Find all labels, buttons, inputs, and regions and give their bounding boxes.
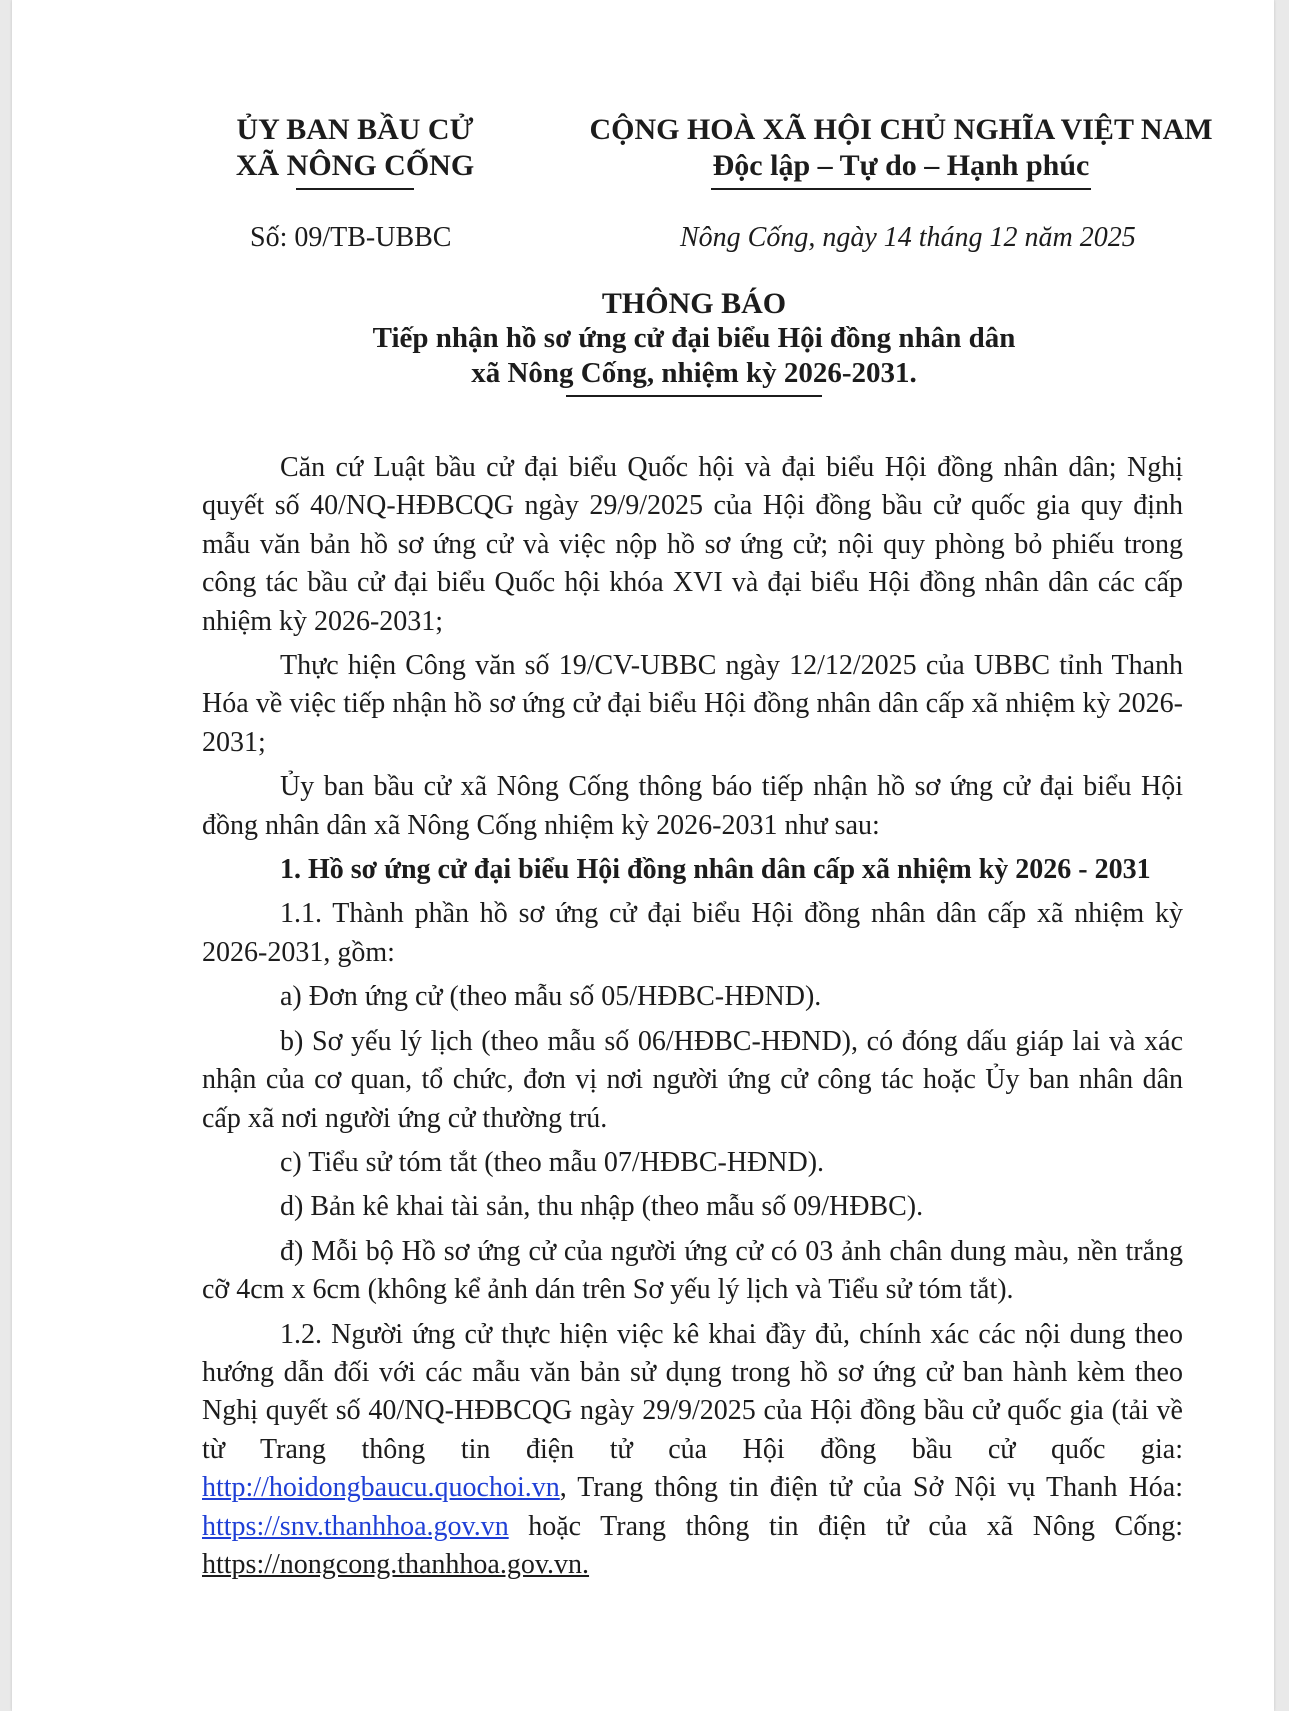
paragraph-1-2-text-a: 1.2. Người ứng cử thực hiện việc kê khai đầy đủ, chính xác các nội dung theo hướng dẫn đối với các mẫu văn bản sử dụng trong hồ sơ ứng cử ban hành kèm theo Nghị quyết số 40/NQ-HĐBCQG ngày 29/9/2025 của Hội đồng bầu cử quốc gia (tải về từ Trang thông tin điện tử của Hội đồng bầu cử quốc gia: [202,1318,1183,1465]
national-motto [580,112,1222,190]
paragraph-1-2-text-c: hoặc Trang thông tin điện tử của xã Nông Cống: [508,1510,1183,1542]
title-line-2: Tiếp nhận hồ sơ ứng cử đại biểu Hội đồng nhân dân [372,322,1016,354]
list-item-c: c) Tiểu sử tóm tắt (theo mẫu 07/HĐBC-HĐND). [280,1146,825,1178]
paragraph-1-2-text-b: , Trang thông tin điện tử của Sở Nội vụ Thanh Hóa: [559,1472,1183,1504]
list-item-a: a) Đơn ứng cử (theo mẫu số 05/HĐBC-HĐND). [280,981,822,1013]
authority-line-1: ỦY BAN BẦU CỬ [236,113,474,146]
link-hoidongbaucu[interactable]: http://hoidongbaucu.quochoi.vn [202,1472,560,1504]
paragraph-announcement: Ủy ban bầu cử xã Nông Cống thông báo tiếp nhận hồ sơ ứng cử đại biểu Hội đồng nhân dân xã Nông Cống nhiệm kỳ 2026-2031 như sau: [202,771,1183,841]
document-page [12,0,1274,1711]
paragraph-1-2 [202,1316,1183,1585]
document-number: Số: 09/TB-UBBC [250,222,452,253]
motto: Độc lập – Tự do – Hạnh phúc [712,149,1090,182]
section-heading-1: 1. Hồ sơ ứng cử đại biểu Hội đồng nhân dân cấp xã nhiệm kỳ 2026 - 2031 [280,854,1151,886]
title-line-3: xã Nông Cống, nhiệm kỳ 2026-2031. [471,357,917,389]
list-item-b: b) Sơ yếu lý lịch (theo mẫu số 06/HĐBC-HĐND), có đóng dấu giáp lai và xác nhận của cơ quan, tổ chức, đơn vị nơi người ứng cử công tác hoặc Ủy ban nhân dân cấp xã nơi người ứng cử thường trú. [202,1025,1183,1134]
list-item-d: d) Bản kê khai tài sản, thu nhập (theo mẫu số 09/HĐBC). [280,1191,924,1223]
paragraph-legal-basis: Căn cứ Luật bầu cử đại biểu Quốc hội và đại biểu Hội đồng nhân dân; Nghị quyết số 40/NQ-HĐBCQG ngày 29/9/2025 của Hội đồng bầu cử quốc gia quy định mẫu văn bản hồ sơ ứng cử và việc nộp hồ sơ ứng cử; nội quy phòng bỏ phiếu trong công tác bầu cử đại biểu Quốc hội khóa XVI và đại biểu Hội đồng nhân dân các cấp nhiệm kỳ 2026-2031; [202,452,1183,637]
paragraph-1-1: 1.1. Thành phần hồ sơ ứng cử đại biểu Hội đồng nhân dân cấp xã nhiệm kỳ 2026-2031, gồm: [202,898,1183,968]
title-main: THÔNG BÁO [601,287,787,320]
authority-line-2: XÃ NÔNG CỐNG [235,149,475,182]
document-date: Nông Cống, ngày 14 tháng 12 năm 2025 [680,222,1136,253]
document-body [202,449,1183,1590]
title-underline [566,395,822,397]
nation-name: CỘNG HOÀ XÃ HỘI CHỦ NGHĨA VIỆT NAM [589,113,1213,146]
link-nongcong[interactable]: https://nongcong.thanhhoa.gov.vn. [202,1548,590,1580]
link-snv-thanhhoa[interactable]: https://snv.thanhhoa.gov.vn [202,1510,509,1542]
list-item-dd: đ) Mỗi bộ Hồ sơ ứng cử của người ứng cử có 03 ảnh chân dung màu, nền trắng cỡ 4cm x 6cm (không kể ảnh dán trên Sơ yếu lý lịch và Tiểu sử tóm tắt). [202,1235,1183,1306]
motto-underline [711,188,1091,190]
paragraph-implementation: Thực hiện Công văn số 19/CV-UBBC ngày 12/12/2025 của UBBC tỉnh Thanh Hóa về việc tiếp nhận hồ sơ ứng cử đại biểu Hội đồng nhân dân cấp xã nhiệm kỳ 2026-2031; [202,650,1183,758]
issuing-authority [220,112,490,190]
document-title [244,286,1144,397]
authority-underline [296,188,414,190]
